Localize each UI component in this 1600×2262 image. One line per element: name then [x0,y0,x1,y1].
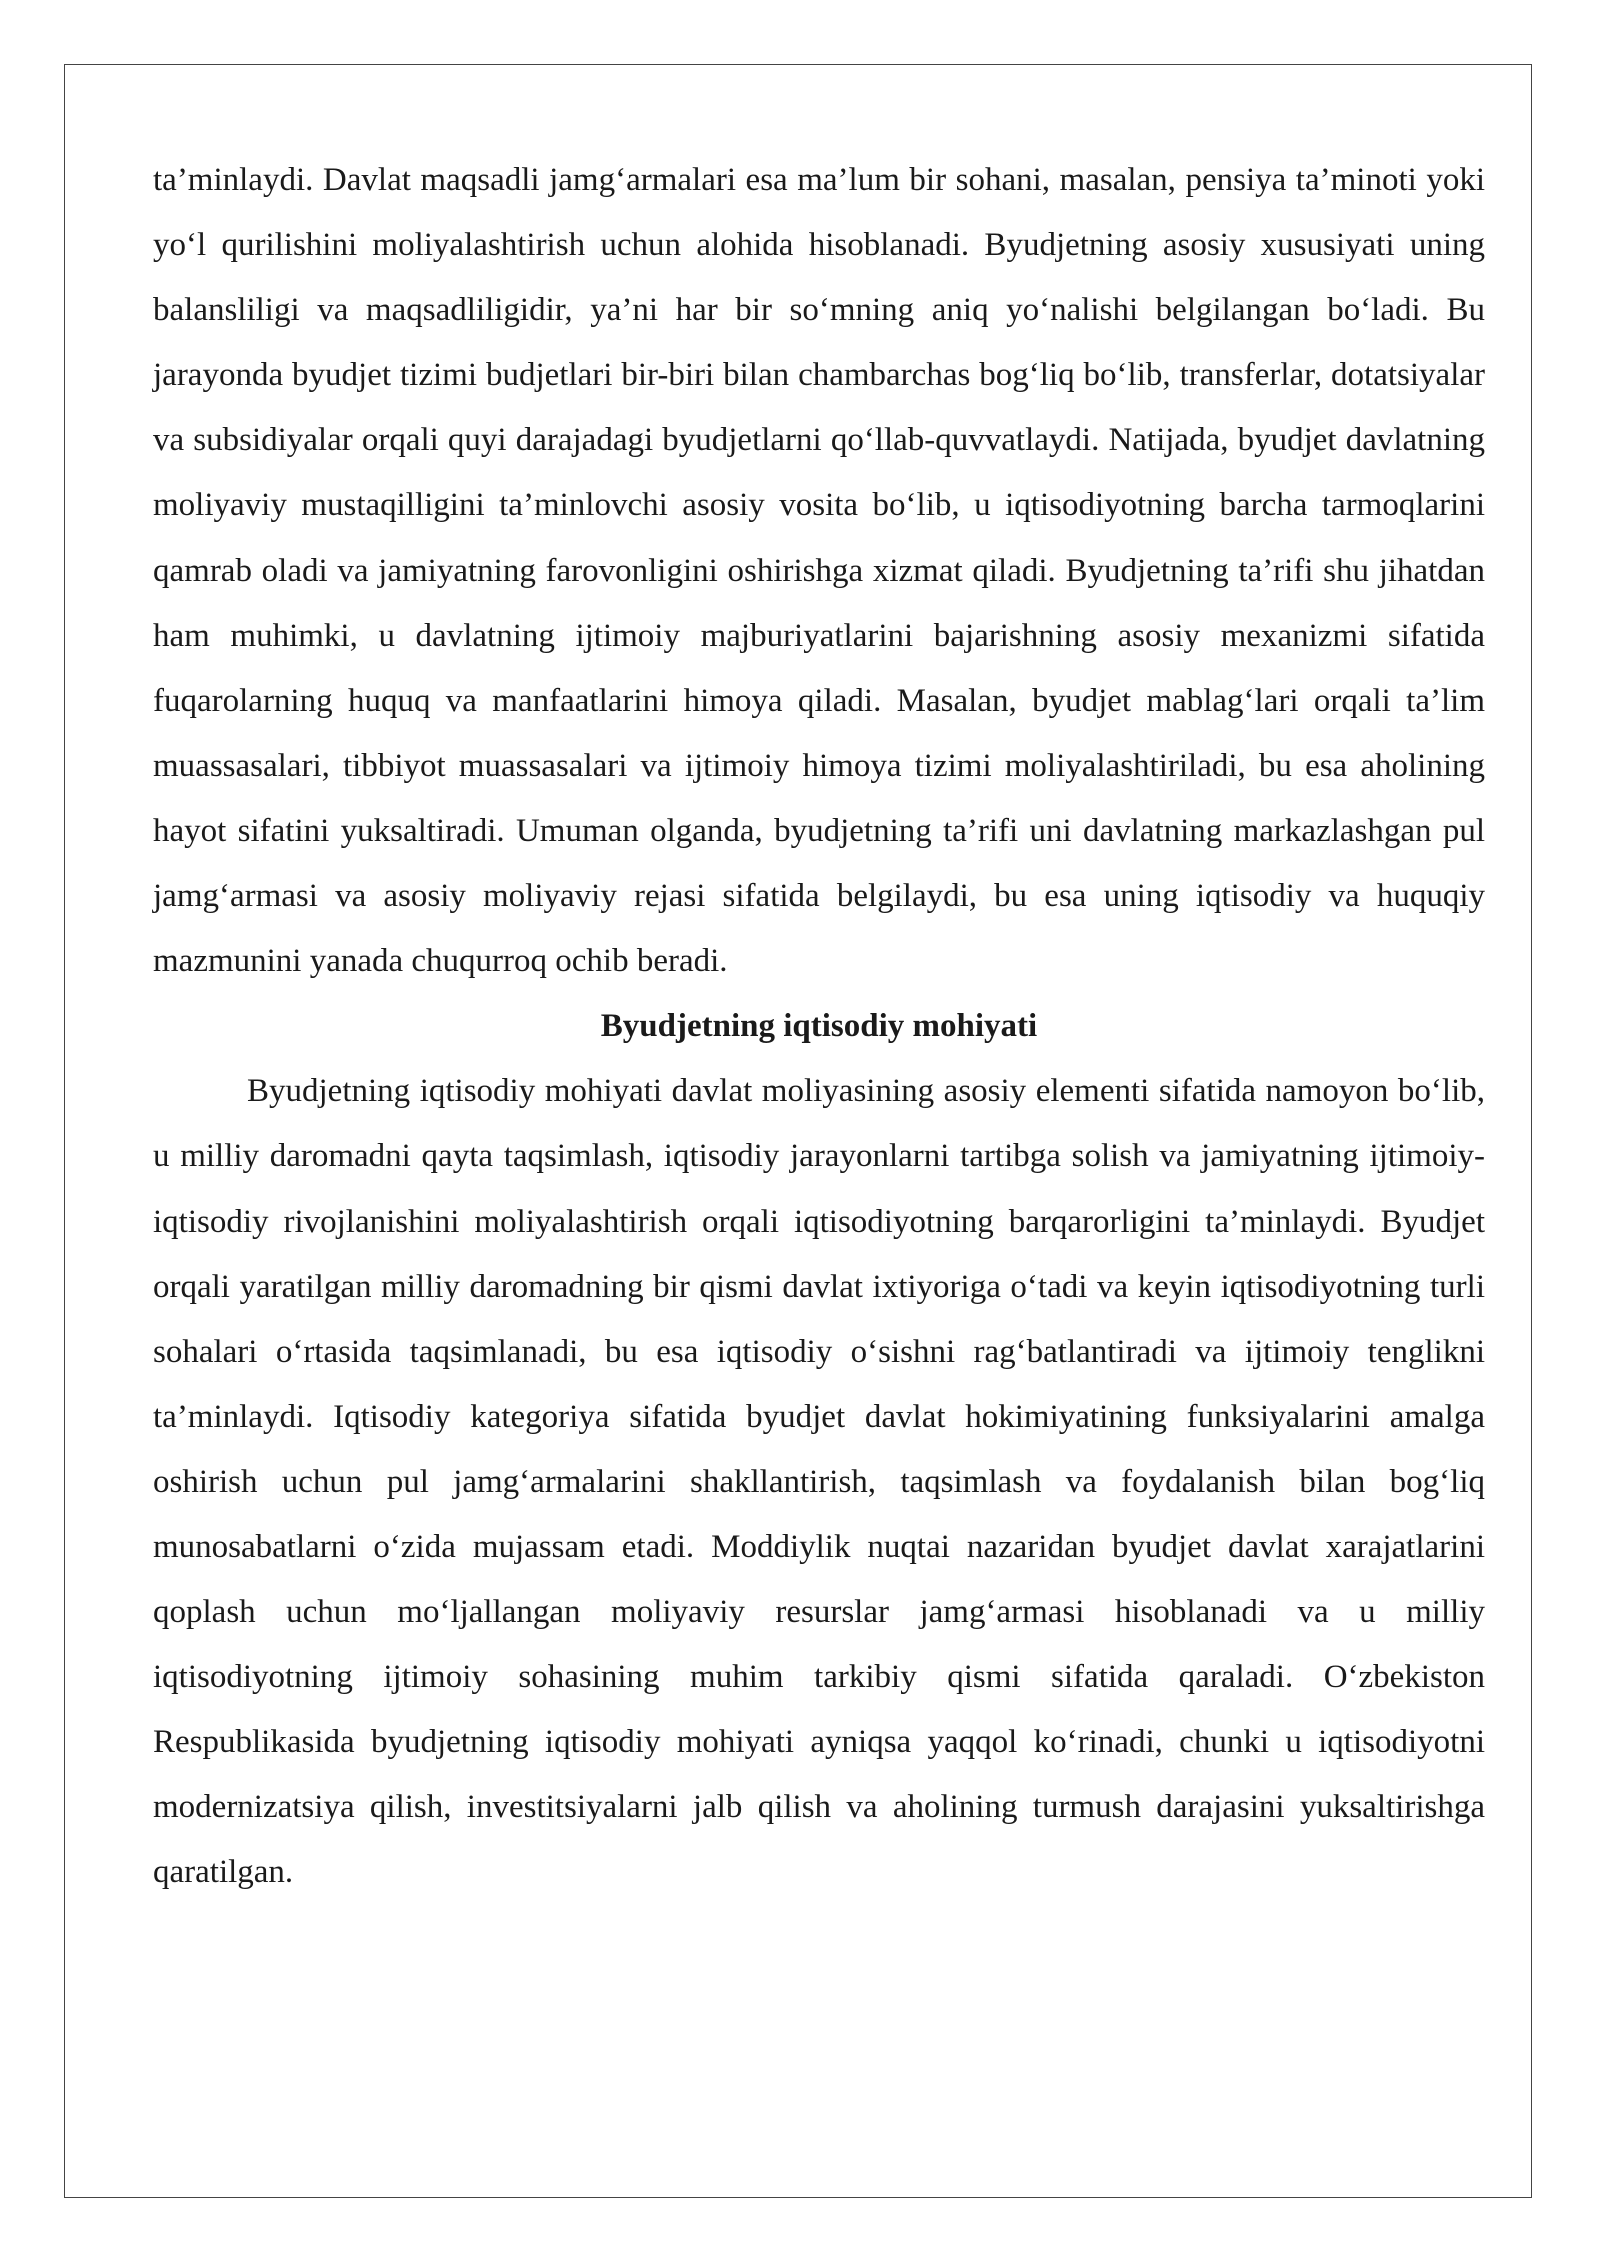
body-paragraph: Byudjetning iqtisodiy mohiyati davlat moliyasining asosiy elementi sifatida namoyon bo‘lib, u milliy daromadni qayta taqsimlash, iqtisodiy jarayonlarni tartibga solish va jamiyatning ijtimoiy-iqtisodiy rivojlanishini moliyalashtirish orqali iqtisodiyotning barqarorligini ta’minlaydi. Byudjet orqali yaratilgan milliy daromadning bir qismi davlat ixtiyoriga o‘tadi va keyin iqtisodiyotning turli sohalari o‘rtasida taqsimlanadi, bu esa iqtisodiy o‘sishni rag‘batlantiradi va ijtimoiy tenglikni ta’minlaydi. Iqtisodiy kategoriya sifatida byudjet davlat hokimiyatining funksiyalarini amalga oshirish uchun pul jamg‘armalarini shakllantirish, taqsimlash va foydalanish bilan bog‘liq munosabatlarni o‘zida mujassam etadi. Moddiylik nuqtai nazaridan byudjet davlat xarajatlarini qoplash uchun mo‘ljallangan moliyaviy resurslar jamg‘armasi hisoblanadi va u milliy iqtisodiyotning ijtimoiy sohasining muhim tarkibiy qismi sifatida qaraladi. O‘zbekiston Respublikasida byudjetning iqtisodiy mohiyati ayniqsa yaqqol ko‘rinadi, chunki u iqtisodiyotni modernizatsiya qilish, investitsiyalarni jalb qilish va aholining turmush darajasini yuksaltirishga qaratilgan. [153,1073,1485,1891]
body-paragraph: ta’minlaydi. Davlat maqsadli jamg‘armalari esa ma’lum bir sohani, masalan, pensiya ta’minoti yoki yo‘l qurilishini moliyalashtirish uchun alohida hisoblanadi. Byudjetning asosiy xususiyati uning balansliligi va maqsadliligidir, ya’ni har bir so‘mning aniq yo‘nalishi belgilangan bo‘ladi. Bu jarayonda byudjet tizimi budjetlari bir-biri bilan chambarchas bog‘liq bo‘lib, transferlar, dotatsiyalar va subsidiyalar orqali quyi darajadagi byudjetlarni qo‘llab-quvvatlaydi. Natijada, byudjet davlatning moliyaviy mustaqilligini ta’minlovchi asosiy vosita bo‘lib, u iqtisodiyotning barcha tarmoqlarini qamrab oladi va jamiyatning farovonligini oshirishga xizmat qiladi. Byudjetning ta’rifi shu jihatdan ham muhimki, u davlatning ijtimoiy majburiyatlarini bajarishning asosiy mexanizmi sifatida fuqarolarning huquq va manfaatlarini himoya qiladi. Masalan, byudjet mablag‘lari orqali ta’lim muassasalari, tibbiyot muassasalari va ijtimoiy himoya tizimi moliyalashtiriladi, bu esa aholining hayot sifatini yuksaltiradi. Umuman olganda, byudjetning ta’rifi uni davlatning markazlashgan pul jamg‘armasi va asosiy moliyaviy rejasi sifatida belgilaydi, bu esa uning iqtisodiy va huquqiy mazmunini yanada chuqurroq ochib beradi. [153,162,1485,980]
document-body [153,148,1485,1906]
section-heading: Byudjetning iqtisodiy mohiyati [600,1008,1038,1045]
